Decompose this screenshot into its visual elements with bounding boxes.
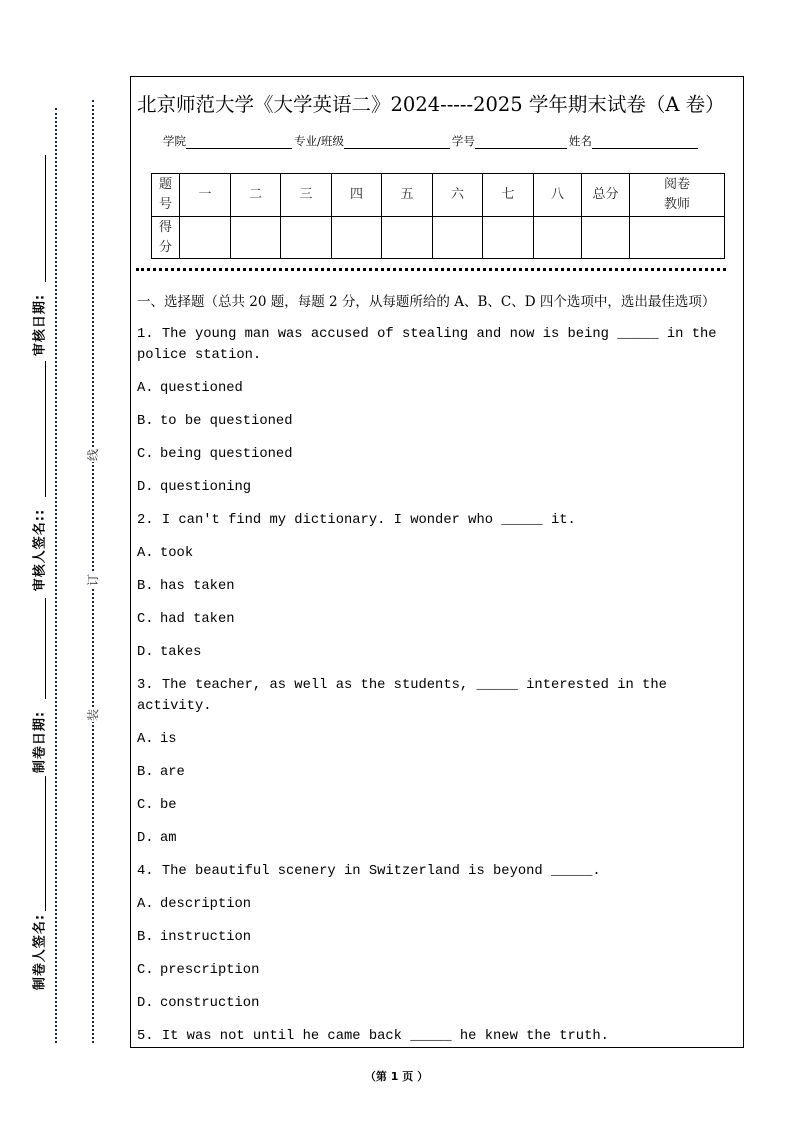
score-table-header-row [152, 174, 725, 217]
question-1-option-b[interactable] [137, 411, 741, 432]
question-4-option-d[interactable] [137, 993, 741, 1014]
question-3-option-c[interactable] [137, 795, 741, 816]
option-key: B. [137, 765, 154, 780]
question-4-option-a[interactable] [137, 894, 741, 915]
section-heading: 一、选择题（总共 20 题，每题 2 分，从每题所给的 A、B、C、D 四个选项中，选出最佳选项） [137, 294, 716, 310]
reviewer-signature-label: 审核人签名:: [29, 506, 48, 594]
signature-line [45, 775, 46, 913]
paper-maker-signature-label: 制卷人签名: [29, 911, 48, 993]
question-1-stem: 1. The young man was accused of stealing and now is being _____ in the police station. [137, 327, 717, 363]
exam-paper-frame [130, 76, 744, 1048]
question-3-stem: 3. The teacher, as well as the students, _____ interested in the activity. [137, 678, 667, 714]
dotted-separator [136, 268, 726, 271]
score-cell-4[interactable] [332, 217, 382, 259]
major-class-label: 专业/班级 [294, 134, 344, 148]
question-3-option-a[interactable] [137, 729, 741, 750]
binding-char-ding: 订 [86, 573, 100, 587]
grader-header [630, 174, 725, 217]
name-field[interactable] [592, 136, 698, 149]
option-key: A. [137, 381, 154, 396]
student-id-field[interactable] [475, 136, 567, 149]
question-2-option-a[interactable] [137, 543, 741, 564]
question-5-stem: 5. It was not until he came back _____ he knew the truth. [137, 1029, 609, 1044]
question-number-header [152, 174, 180, 217]
header-char: 分 [158, 239, 172, 255]
question-2-option-c[interactable] [137, 609, 741, 630]
question-2-stem: 2. I can't find my dictionary. I wonder who _____ it. [137, 513, 576, 528]
option-key: B. [137, 414, 154, 429]
option-text: be [160, 798, 177, 813]
option-key: A. [137, 897, 154, 912]
binding-dotted-line-outer [92, 100, 94, 1043]
option-key: D. [137, 645, 154, 660]
question-1-option-d[interactable] [137, 477, 741, 498]
score-cell-5[interactable] [382, 217, 433, 259]
column-header-4: 四 [332, 174, 382, 217]
option-key: D. [137, 996, 154, 1011]
option-key: B. [137, 930, 154, 945]
option-key: B. [137, 579, 154, 594]
binding-dotted-line-inner [55, 108, 57, 1043]
score-cell-1[interactable] [180, 217, 231, 259]
option-text: description [160, 897, 252, 912]
question-section [137, 291, 741, 1059]
option-key: D. [137, 480, 154, 495]
score-cell-8[interactable] [534, 217, 582, 259]
question-1-option-c[interactable] [137, 444, 741, 465]
column-header-6: 六 [433, 174, 483, 217]
question-3-option-d[interactable] [137, 828, 741, 849]
option-text: questioning [160, 480, 252, 495]
column-header-3: 三 [281, 174, 332, 217]
question-4-option-c[interactable] [137, 960, 741, 981]
option-key: D. [137, 831, 154, 846]
option-text: are [160, 765, 185, 780]
name-label: 姓名 [568, 134, 592, 148]
exam-title: 北京师范大学《大学英语二》2024-----2025 学年期末试卷（A 卷） [137, 93, 725, 116]
question-2-option-b[interactable] [137, 576, 741, 597]
score-row-header [152, 217, 180, 259]
signature-line [45, 598, 46, 699]
student-id-label: 学号 [451, 134, 475, 148]
option-key: C. [137, 963, 154, 978]
score-cell-6[interactable] [433, 217, 483, 259]
option-text: questioned [160, 381, 243, 396]
score-cell-3[interactable] [281, 217, 332, 259]
college-field[interactable] [186, 136, 292, 149]
option-key: C. [137, 798, 154, 813]
score-cell-total[interactable] [582, 217, 630, 259]
column-header-total: 总分 [582, 174, 630, 217]
column-header-2: 二 [231, 174, 281, 217]
option-key: A. [137, 732, 154, 747]
column-header-1: 一 [180, 174, 231, 217]
binding-char-xian: 线 [86, 448, 100, 462]
option-text: is [160, 732, 177, 747]
score-table [151, 173, 725, 259]
option-text: being questioned [160, 447, 293, 462]
header-char: 号 [158, 197, 172, 212]
page-number: （第 1 页 ） [364, 1070, 429, 1083]
question-4-stem: 4. The beautiful scenery in Switzerland is beyond _____. [137, 864, 601, 879]
option-text: takes [160, 645, 202, 660]
option-text: prescription [160, 963, 260, 978]
score-cell-7[interactable] [483, 217, 534, 259]
college-label: 学院 [163, 134, 186, 148]
option-text: to be questioned [160, 414, 293, 429]
review-date-label: 审核日期: [29, 291, 48, 359]
column-header-7: 七 [483, 174, 534, 217]
question-4-option-b[interactable] [137, 927, 741, 948]
option-key: C. [137, 612, 154, 627]
question-3-option-b[interactable] [137, 762, 741, 783]
major-class-field[interactable] [344, 136, 450, 149]
option-text: am [160, 831, 177, 846]
header-char: 得 [158, 219, 172, 235]
score-row [152, 217, 725, 259]
question-2-option-d[interactable] [137, 642, 741, 663]
header-text: 阅卷 [663, 177, 690, 192]
option-text: took [160, 546, 194, 561]
grader-cell[interactable] [630, 217, 725, 259]
question-1-option-a[interactable] [137, 378, 741, 399]
option-key: C. [137, 447, 154, 462]
column-header-5: 五 [382, 174, 433, 217]
signature-line [45, 155, 46, 282]
paper-date-label: 制卷日期: [29, 708, 48, 776]
option-text: instruction [160, 930, 252, 945]
student-info-row [163, 133, 700, 149]
signature-line [45, 361, 46, 497]
column-header-8: 八 [534, 174, 582, 217]
score-cell-2[interactable] [231, 217, 281, 259]
option-text: has taken [160, 579, 235, 594]
option-text: had taken [160, 612, 235, 627]
binding-char-zhuang: 装 [86, 708, 100, 722]
header-char: 题 [158, 177, 172, 192]
option-text: construction [160, 996, 260, 1011]
header-text: 教师 [663, 197, 690, 212]
option-key: A. [137, 546, 154, 561]
